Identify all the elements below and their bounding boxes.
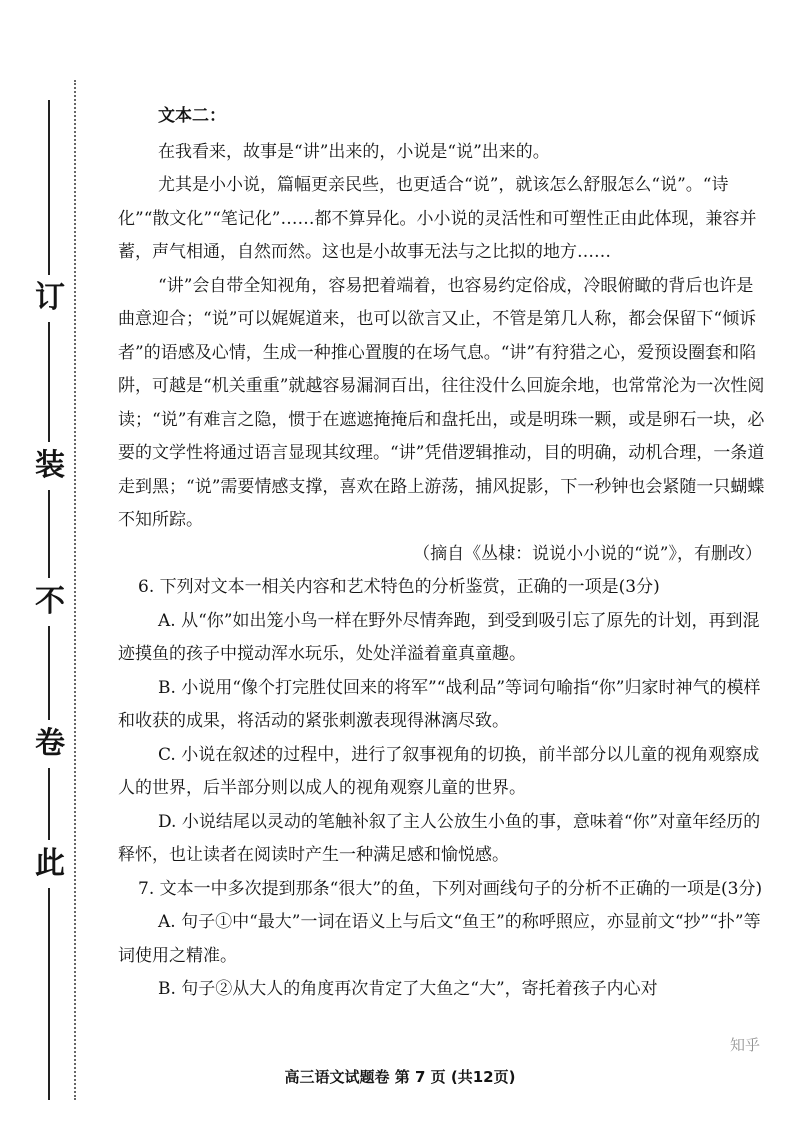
question-7-option-a: A. 句子①中“最大”一词在语义上与后文“鱼王”的称呼照应，亦显前文“抄”“扑”等词使用之精准。	[118, 912, 761, 966]
text2-source: （摘自《丛棣：说说小小说的“说”》，有删改）	[413, 543, 762, 564]
binding-line	[48, 322, 50, 442]
binding-char: 不	[32, 584, 68, 620]
binding-line	[48, 490, 50, 578]
binding-char: 卷	[32, 726, 68, 762]
question-6-option-b: B. 小说用“像个打完胜仗回来的将军”“战利品”等词句喻指“你”归家时神气的模样和收获的成果，将活动的紧张刺激表现得淋漓尽致。	[118, 677, 761, 731]
text2-paragraph: “讲”会自带全知视角，容易把着端着，也容易约定俗成，冷眼俯瞰的背后也许是曲意迎合；“说”可以娓娓道来，也可以欲言又止，不管是第几人称，都会保留下“倾诉者”的语感及心情，生成一种推心置腹的在场气息。“讲”有狩猎之心，爱预设圈套和陷阱，可越是“机关重重”就越容易漏洞百出，往往没什么回旋余地，也常常沦为一次性阅读；“说”有难言之隐，惯于在遮遮掩掩后和盘托出，或是明珠一颗，或是卵石一块，必要的文学性将通过语言显现其纹理。“讲”凭借逻辑推动，目的明确，动机合理，一条道走到黑；“说”需要情感支撑，喜欢在路上游荡，捕风捉影，下一秒钟也会紧随一只蝴蝶不知所踪。	[118, 275, 765, 530]
page-content	[118, 100, 768, 1007]
binding-dotted-line	[74, 80, 76, 1100]
binding-margin	[28, 100, 72, 1100]
question-6-option-c: C. 小说在叙述的过程中，进行了叙事视角的切换，前半部分以儿童的视角观察成人的世界，后半部分则以成人的视角观察儿童的世界。	[118, 744, 760, 798]
binding-char: 装	[32, 448, 68, 484]
page-footer: 高三语文试题卷 第 7 页 (共12页)	[284, 1068, 516, 1086]
question-6-stem: 6. 下列对文本一相关内容和艺术特色的分析鉴赏，正确的一项是(3分)	[138, 577, 660, 597]
text2-heading: 文本二：	[158, 106, 226, 126]
question-6-option-d: D. 小说结尾以灵动的笔触补叙了主人公放生小鱼的事，意味着“你”对童年经历的释怀，也让读者在阅读时产生一种满足感和愉悦感。	[118, 811, 761, 865]
question-6-option-a: A. 从“你”如出笼小鸟一样在野外尽情奔跑，到受到吸引忘了原先的计划，再到混迹摸鱼的孩子中搅动浑水玩乐，处处洋溢着童真童趣。	[118, 610, 760, 664]
binding-line	[48, 768, 50, 840]
watermark: 知乎	[729, 1036, 760, 1054]
text2-paragraph: 尤其是小小说，篇幅更亲民些，也更适合“说”，就该怎么舒服怎么“说”。“诗化”“散文化”“笔记化”……都不算异化。小小说的灵活性和可塑性正由此体现，兼容并蓄，声气相通，自然而然。这也是小故事无法与之比拟的地方……	[118, 175, 757, 262]
question-7-stem: 7. 文本一中多次提到那条“很大”的鱼，下列对画线句子的分析不正确的一项是(3分)	[138, 878, 763, 899]
binding-char: 此	[32, 846, 68, 882]
binding-line	[48, 100, 50, 275]
question-7-option-b: B. 句子②从大人的角度再次肯定了大鱼之“大”，寄托着孩子内心对	[158, 979, 658, 999]
text2-paragraph: 在我看来，故事是“讲”出来的，小说是“说”出来的。	[158, 141, 550, 162]
binding-char: 订	[32, 280, 68, 316]
binding-line	[48, 626, 50, 720]
